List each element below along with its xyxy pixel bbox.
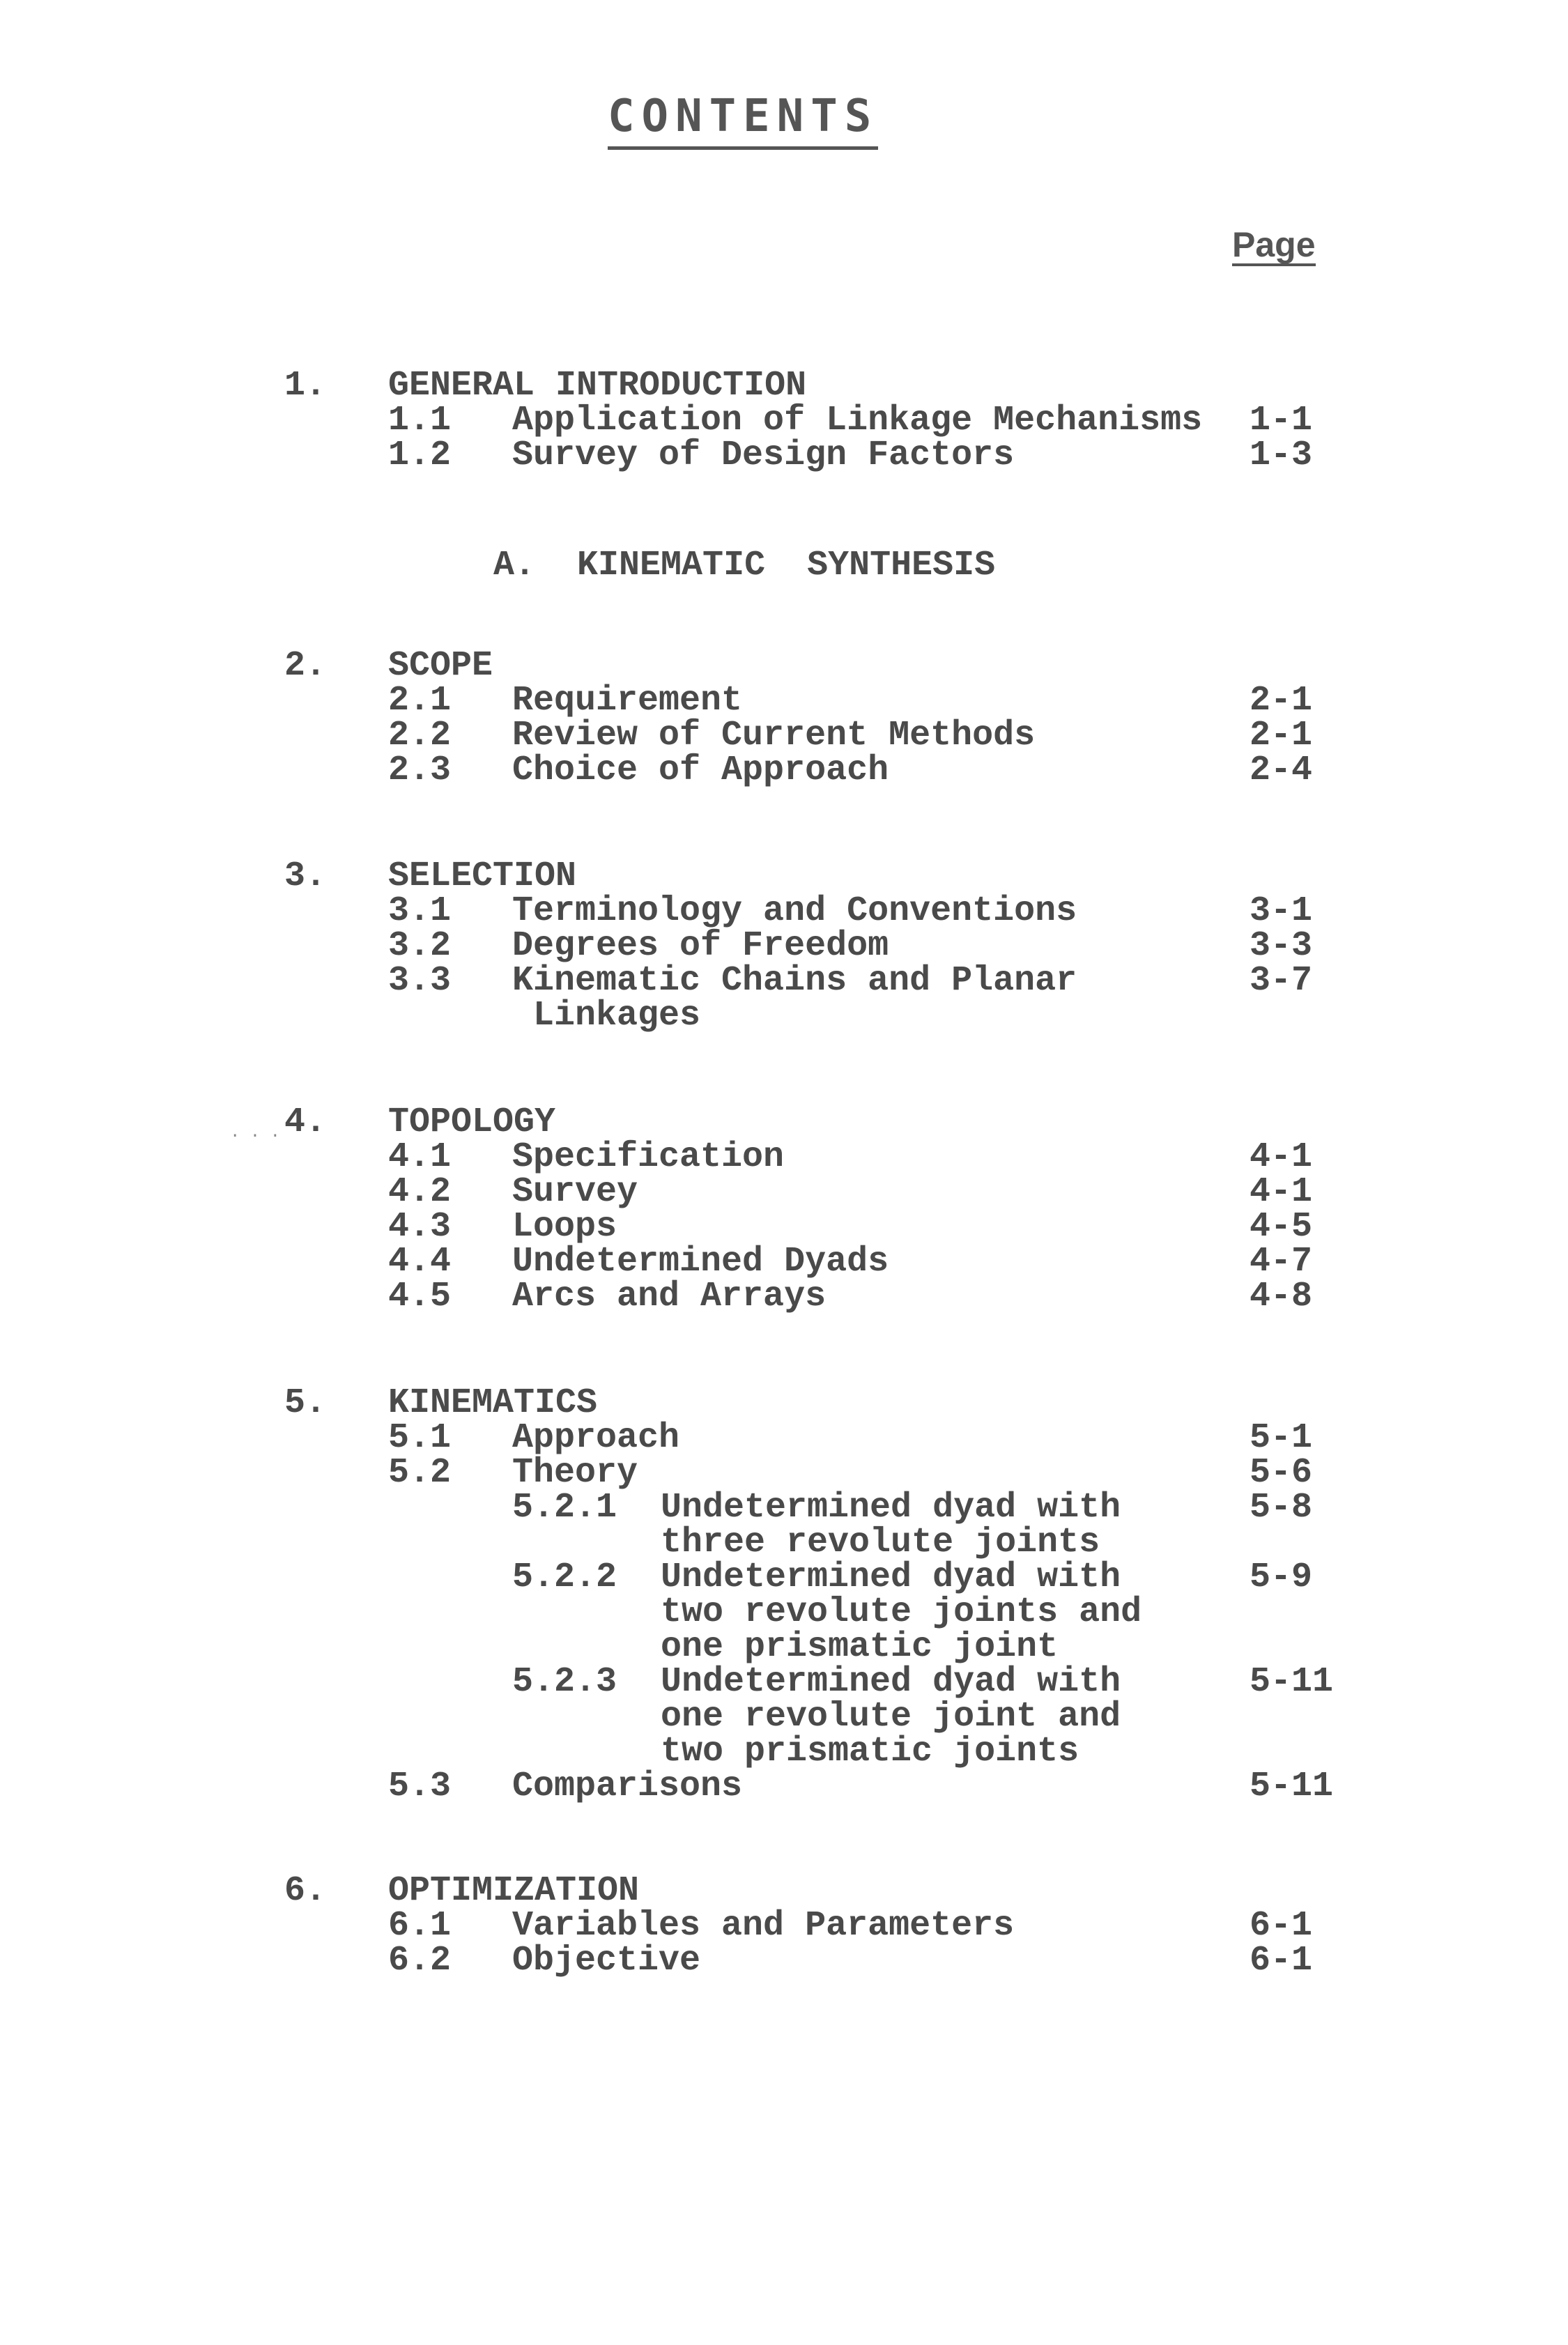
entry-page: 1-1 [1250,401,1313,440]
entry-page: 3-7 [1250,961,1313,1001]
entry-page: 2-1 [1250,681,1313,721]
section-number: 1. [284,366,327,406]
entry-page: 4-1 [1250,1137,1313,1177]
entry-title: Requirement [512,681,743,721]
entry-page: 4-1 [1250,1172,1313,1212]
subentry-page: 5-8 [1250,1488,1313,1528]
entry-page: 4-5 [1250,1207,1313,1247]
page-title: CONTENTS [608,91,878,150]
entry-number: 5.2 [388,1453,452,1493]
section-title: OPTIMIZATION [388,1871,640,1911]
entry-page: 4-8 [1250,1277,1313,1316]
entry-number: 4.1 [388,1137,452,1177]
entry-title: Degrees of Freedom [512,926,889,966]
margin-mark: . . . [230,1123,281,1142]
entry-page: 2-4 [1250,751,1313,790]
entry-title: Application of Linkage Mechanisms [512,401,1203,440]
entry-number: 2.3 [388,751,452,790]
entry-number: 4.4 [388,1242,452,1282]
section-title: TOPOLOGY [388,1102,556,1142]
entry-page: 5-11 [1250,1767,1334,1806]
entry-number: 2.1 [388,681,452,721]
part-heading [493,548,995,584]
entry-title: Survey [512,1172,638,1212]
entry-number: 6.1 [388,1906,452,1946]
entry-title-continuation: Linkages [533,996,701,1036]
part-letter: A. [493,546,536,585]
subentry-number: 5.2.2 [512,1558,617,1597]
entry-title: Undetermined Dyads [512,1242,889,1282]
entry-title: Comparisons [512,1767,743,1806]
entry-number: 6.2 [388,1941,452,1981]
section-title: SELECTION [388,856,577,896]
entry-title: Specification [512,1137,785,1177]
entry-number: 4.2 [388,1172,452,1212]
entry-page: 4-7 [1250,1242,1313,1282]
subentry-title-line: one revolute joint and [661,1697,1121,1737]
subentry-number: 5.2.3 [512,1662,617,1702]
subentry-page: 5-9 [1250,1558,1313,1597]
section-number: 2. [284,646,327,686]
entry-title: Arcs and Arrays [512,1277,827,1316]
section-number: 5. [284,1383,327,1423]
entry-number: 2.2 [388,716,452,755]
subentry-title-line: Undetermined dyad with [661,1488,1121,1528]
entry-number: 3.2 [388,926,452,966]
entry-number: 3.3 [388,961,452,1001]
entry-page: 6-1 [1250,1941,1313,1981]
section-title: KINEMATICS [388,1383,598,1423]
entry-number: 1.2 [388,436,452,475]
subentry-title-line: three revolute joints [661,1523,1100,1562]
part-label: KINEMATIC SYNTHESIS [577,546,996,585]
subentry-title-line: Undetermined dyad with [661,1558,1121,1597]
section-title: SCOPE [388,646,493,686]
entry-title: Loops [512,1207,617,1247]
entry-number: 5.3 [388,1767,452,1806]
entry-title: Terminology and Conventions [512,891,1077,931]
subentry-page: 5-11 [1250,1662,1334,1702]
entry-number: 3.1 [388,891,452,931]
entry-number: 5.1 [388,1418,452,1458]
entry-title: Variables and Parameters [512,1906,1015,1946]
entry-number: 1.1 [388,401,452,440]
entry-title: Survey of Design Factors [512,436,1015,475]
section-number: 4. [284,1102,327,1142]
entry-title: Choice of Approach [512,751,889,790]
entry-page: 1-3 [1250,436,1313,475]
entry-page: 5-1 [1250,1418,1313,1458]
entry-title: Review of Current Methods [512,716,1036,755]
entry-title: Approach [512,1418,680,1458]
entry-number: 4.5 [388,1277,452,1316]
entry-number: 4.3 [388,1207,452,1247]
section-title: GENERAL INTRODUCTION [388,366,807,406]
page-column-header: Page [1232,226,1316,266]
entry-page: 3-3 [1250,926,1313,966]
subentry-number: 5.2.1 [512,1488,617,1528]
subentry-title-line: one prismatic joint [661,1627,1059,1667]
entry-title: Theory [512,1453,638,1493]
subentry-title-line: two prismatic joints [661,1732,1079,1771]
entry-title: Kinematic Chains and Planar [512,961,1077,1001]
subentry-title-line: Undetermined dyad with [661,1662,1121,1702]
subentry-title-line: two revolute joints and [661,1592,1142,1632]
entry-page: 5-6 [1250,1453,1313,1493]
section-number: 3. [284,856,327,896]
section-number: 6. [284,1871,327,1911]
entry-page: 2-1 [1250,716,1313,755]
entry-page: 6-1 [1250,1906,1313,1946]
entry-page: 3-1 [1250,891,1313,931]
entry-title: Objective [512,1941,701,1981]
